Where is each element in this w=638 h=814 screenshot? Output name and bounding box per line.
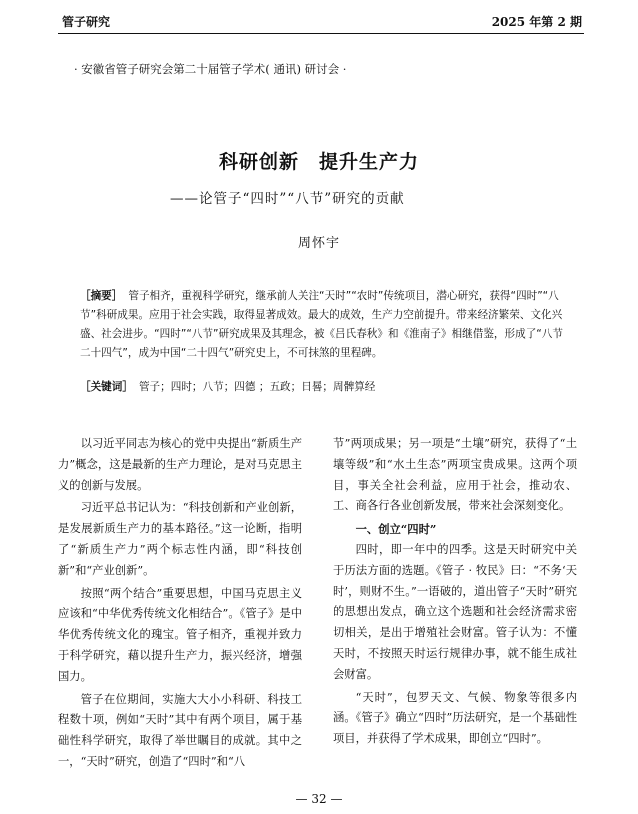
body-paragraph: 按照“两个结合”重要思想，中国马克思主义应该和“中华优秀传统文化相结合”。《管子》是中华优秀传统文化的瑰宝。管子相齐，重视并致力于科学研究，藉以提升生产力，振兴经济，增强国力。: [58, 586, 302, 683]
body-paragraph: “天时”，包罗天文、气候、物象等很多内涵。《管子》确立“四时”历法研究，是一个基础性项目，并获得了学术成果，即创立“四时”。: [333, 690, 577, 746]
conference-line: · 安徽省管子研究会第二十届管子学术( 通讯) 研讨会 ·: [74, 62, 347, 76]
article-title: 科研创新 提升生产力: [218, 151, 419, 173]
abstract-text: 管子相齐，重视科学研究，继承前人关注“天时”“农时”传统项目，潜心研究，获得“四时”“八节”科研成果。应用于社会实践，取得显著成效。最大的成效，生产力空前提升。带来经济繁荣、文化兴盛、社会进步。“四时”“八节”研究成果及其理念，被《吕氏春秋》和《淮南子》相继借鉴，形成了“八节二十四气”，成为中国“二十四气”研究史上，不可抹煞的里程碑。: [80, 290, 563, 359]
header-rule: [58, 33, 584, 34]
issue-label: 2025 年第 2 期: [491, 15, 582, 29]
keywords: [80, 379, 564, 394]
body-left-column: [58, 434, 302, 773]
abstract: [80, 287, 564, 363]
journal-name: 管子研究: [62, 15, 111, 29]
abstract-label: ［摘要］: [80, 290, 123, 302]
body-right-column: [333, 434, 577, 750]
body-paragraph: 管子在位期间，实施大大小小科研、科技工程数十项，例如“天时”其中有两个项目，属于基础性科学研究，取得了举世瞩目的成就。其中之一，“天时”研究，创造了“四时”和“八: [58, 692, 302, 768]
section-heading: 一、创立“四时”: [355, 522, 437, 537]
running-header: [62, 13, 582, 33]
page-number: — 32 —: [295, 792, 343, 806]
body-paragraph: 节”两项成果；另一项是“土壤”研究，获得了“土壤等级”和“水土生态”两项宝贵成果。这两个项目，事关全社会利益，应用于社会，推动农、工、商各行各业创新发展，带来社会深刻变化。: [333, 437, 577, 513]
body-paragraph: 四时，即一年中的四季。这是天时研究中关于历法方面的选题。《管子 · 牧民》曰：“不务‘天时’，则财不生。”一语破的，道出管子“天时”研究的思想出发点，确立这个选题和社会经济需求密切相关，是出于增殖社会财富。管子认为：不懂天时，不按照天时运行规律办事，就不能生成社会财富。: [333, 542, 577, 681]
keywords-text: 管子；四时；八节；四德 ；五政；日晷；周髀算经: [138, 381, 376, 393]
article-subtitle: ——论管子“四时”“八节”研究的贡献: [170, 191, 405, 207]
body-paragraph: 习近平总书记认为：“科技创新和产业创新，是发展新质生产力的基本路径。”这一论断，指明了“新质生产力”两个标志性内涵，即“科技创新”和“产业创新”。: [58, 501, 302, 577]
body-paragraph: 以习近平同志为核心的党中央提出“新质生产力”概念，这是最新的生产力理论，是对马克思主义的创新与发展。: [58, 437, 302, 492]
keywords-label: ［关键词］: [80, 381, 133, 393]
author-name: 周怀宇: [297, 236, 340, 251]
